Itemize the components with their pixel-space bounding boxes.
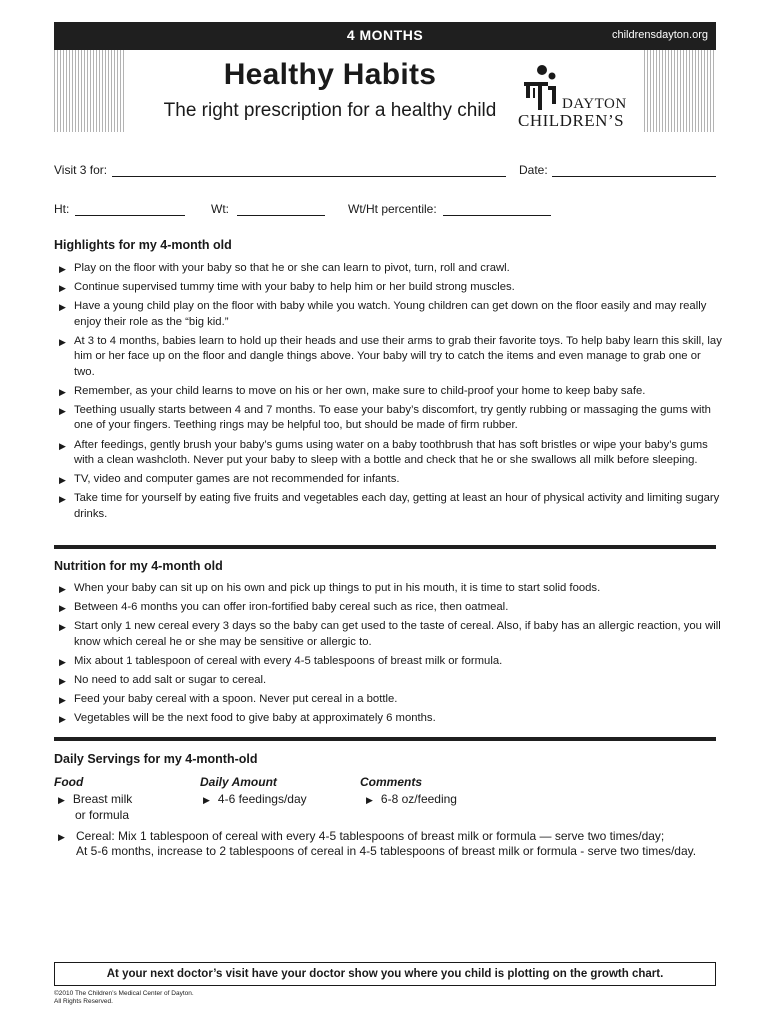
wt-label: Wt:: [211, 202, 229, 216]
list-item: ▶ Have a young child play on the floor with baby while you watch. Young children can get down on the floor easily and may really enjoy their role as the “big kid.”: [59, 300, 707, 328]
bullet-icon: ▶: [59, 622, 66, 633]
bullet-icon: ▶: [203, 795, 210, 805]
age-label: 4 MONTHS: [346, 27, 424, 43]
list-item: ▶ Continue supervised tummy time with your baby to help him or her build strong muscles.: [54, 280, 724, 296]
col-amount-header: Daily Amount: [200, 775, 277, 789]
section-divider: [54, 545, 716, 549]
ht-label: Ht:: [54, 202, 70, 216]
page-title: Healthy Habits: [223, 58, 437, 91]
bullet-icon: ▶: [59, 386, 66, 397]
food-cell: ▶ Breast milk or formula: [58, 792, 133, 822]
list-item: ▶ Start only 1 new cereal every 3 days so the baby can get used to the taste of cereal. Also, if baby has an allergic reaction, you will know which cereal he or she may be sensitive or allergic to.: [59, 620, 721, 648]
bullet-icon: ▶: [59, 405, 66, 416]
list-item: ▶ When your baby can sit up on his own and pick up things to put in his mouth, it is time to start solid foods.: [54, 581, 724, 597]
list-item: ▶ At 3 to 4 months, babies learn to hold up their heads and use their arms to grab their favorite toys. To help baby learn this skill, lay him or her face up on the floor and dangle things above. Your baby will try to catch the items and even manage to grab one or two.: [59, 334, 722, 378]
bullet-icon: ▶: [59, 714, 66, 725]
col-comments-header: Comments: [360, 775, 423, 789]
highlights-list: [54, 261, 724, 526]
bullet-icon: ▶: [59, 264, 66, 274]
bullet-icon: ▶: [59, 656, 66, 667]
date-label: Date:: [519, 163, 548, 177]
bullet-icon: ▶: [59, 302, 66, 313]
bullet-icon: ▶: [59, 475, 66, 486]
bullet-icon: ▶: [58, 795, 65, 805]
list-item: ▶ Between 4-6 months you can offer iron-fortified baby cereal such as rice, then oatmeal.: [54, 600, 724, 616]
bullet-icon: ▶: [59, 336, 66, 347]
bullet-icon: ▶: [59, 440, 66, 451]
logo-text-dayton: DAYTON: [562, 96, 627, 112]
growth-chart-notice: At your next doctor’s visit have your doctor show you where you child is plotting on the growth chart.: [54, 962, 716, 986]
header-bar: [54, 22, 716, 50]
logo-text-childrens: CHILDREN’S: [518, 111, 625, 130]
list-item: ▶ Take time for yourself by eating five fruits and vegetables each day, getting at least an hour of physical activity and limiting sugary drinks.: [59, 492, 720, 520]
comment-cell: ▶ 6-8 oz/feeding: [366, 792, 457, 806]
col-food-header: Food: [54, 775, 84, 789]
servings-title: Daily Servings for my 4-month-old: [54, 752, 258, 766]
nutrition-list: [54, 581, 724, 730]
bullet-icon: ▶: [59, 283, 66, 294]
bullet-icon: ▶: [59, 694, 66, 705]
list-item: ▶ After feedings, gently brush your baby’s gums using water on a baby toothbrush that has soft bristles or wipe your baby’s gums with a clean washcloth. Never put your baby to sleep with a bottle and check that he or she swallows all milk before sleeping.: [59, 438, 708, 467]
list-item: ▶ Play on the floor with your baby so that he or she can learn to pivot, turn, roll and crawl.: [54, 261, 724, 277]
bullet-icon: ▶: [59, 494, 66, 505]
list-item: ▶ Vegetables will be the next food to give baby at approximately 6 months.: [54, 711, 724, 727]
bullet-icon: ▶: [59, 603, 66, 614]
percentile-field[interactable]: [443, 215, 551, 216]
bullet-icon: ▶: [366, 795, 373, 805]
highlights-title: Highlights for my 4-month old: [54, 238, 232, 252]
percentile-label: Wt/Ht percentile:: [348, 202, 437, 216]
list-item: ▶ No need to add salt or sugar to cereal.: [54, 673, 724, 689]
amount-cell: ▶ 4-6 feedings/day: [203, 792, 307, 806]
list-item: ▶ Feed your baby cereal with a spoon. Never put cereal in a bottle.: [54, 692, 724, 708]
cereal-instructions: ▶ Cereal: Mix 1 tablespoon of cereal with every 4-5 tablespoons of breast milk or formula — serve two times/day; At 5-6 months, increase to 2 tablespoons of cereal in 4-5 tablespoons of breast milk or formula - serve two times/day.: [58, 829, 697, 858]
bullet-icon: ▶: [58, 832, 65, 842]
page-subtitle: The right prescription for a healthy child: [163, 100, 497, 121]
section-divider: [54, 737, 716, 741]
visit-field[interactable]: [112, 176, 506, 177]
ht-field[interactable]: [75, 215, 185, 216]
wt-field[interactable]: [237, 215, 325, 216]
visit-label: Visit 3 for:: [54, 163, 108, 177]
copyright: ©2010 The Children’s Medical Center of Dayton. All Rights Reserved.: [54, 990, 194, 1005]
dayton-childrens-logo: [518, 64, 646, 134]
list-item: ▶ Mix about 1 tablespoon of cereal with every 4-5 tablespoons of breast milk or formula.: [54, 654, 724, 670]
bullet-icon: ▶: [59, 675, 66, 686]
date-field[interactable]: [552, 176, 716, 177]
bullet-icon: ▶: [59, 584, 66, 594]
website-link[interactable]: childrensdayton.org: [611, 29, 708, 41]
list-item: ▶ TV, video and computer games are not recommended for infants.: [54, 472, 724, 488]
list-item: ▶ Remember, as your child learns to move on his or her own, make sure to child-proof your home to keep baby safe.: [54, 384, 724, 400]
list-item: ▶ Teething usually starts between 4 and 7 months. To ease your baby’s discomfort, try gently rubbing or massaging the gums with one of your fingers. Teething rings may be helpful too, but should be made of firm rubber.: [59, 403, 711, 432]
nutrition-title: Nutrition for my 4-month old: [54, 559, 223, 573]
family-figure-icon: [518, 64, 562, 112]
